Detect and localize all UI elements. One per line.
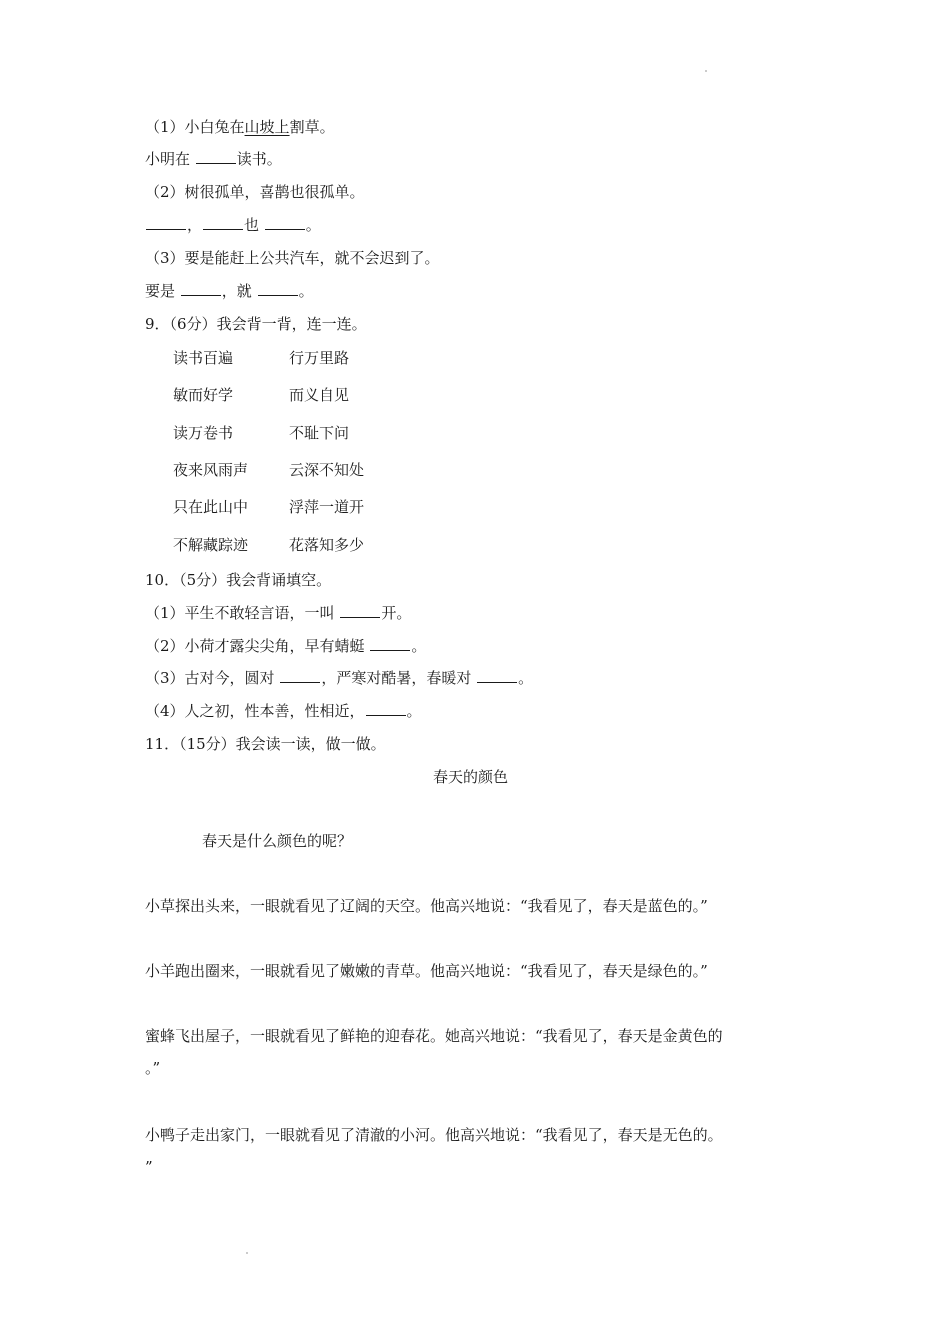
q8-a2-text-b: 也	[244, 216, 264, 234]
q10-title: 10．（5分）我会背诵填空。	[145, 571, 332, 589]
fill-blank[interactable]	[370, 636, 410, 651]
passage-paragraph-5-line-2: ”	[145, 1158, 153, 1176]
q10-l1-text-b: 开。	[381, 604, 412, 622]
q10-l1-text-a: （1）平生不敢轻言语，一叫	[145, 604, 340, 622]
fill-blank[interactable]	[477, 668, 517, 683]
q10-l3-text-c: 。	[518, 669, 534, 687]
q10-line-3	[145, 668, 533, 688]
q10-l3-text-a: （3）古对今，圆对	[145, 669, 280, 687]
q10-l3-text-b: ，严寒对酷暑，春暖对	[321, 669, 477, 687]
q10-line-1	[145, 603, 411, 623]
fill-blank[interactable]	[280, 668, 320, 683]
q8-sentence-3: （3）要是能赶上公共汽车，就不会迟到了。	[145, 249, 440, 267]
fill-blank[interactable]	[366, 701, 406, 716]
q8-s1-text-a: （1）小白兔在	[145, 118, 245, 136]
q10-l4-text-a: （4）人之初，性本善，性相近，	[145, 702, 365, 720]
q9-left-item[interactable]: 读书百遍	[173, 349, 234, 367]
q8-sentence-1	[145, 117, 335, 137]
q9-right-item[interactable]: 行万里路	[289, 349, 350, 367]
q8-a3-text-b: ，就	[221, 282, 257, 300]
q8-a2-text-c: 。	[305, 216, 321, 234]
q8-a2-text-a: ，	[187, 216, 203, 234]
passage-paragraph-5-line-1: 小鸭子走出家门，一眼就看见了清澈的小河。他高兴地说：“我看见了，春天是无色的。	[145, 1126, 723, 1144]
q8-a3-text-a: 要是	[145, 282, 180, 300]
q9-title: 9．（6分）我会背一背，连一连。	[145, 315, 367, 333]
q9-right-item[interactable]: 花落知多少	[289, 536, 365, 554]
passage-paragraph-2: 小草探出头来，一眼就看见了辽阔的天空。他高兴地说：“我看见了，春天是蓝色的。”	[145, 897, 708, 915]
q9-left-item[interactable]: 读万卷书	[173, 424, 234, 442]
q10-l2-text-b: 。	[411, 637, 427, 655]
q8-sentence-2: （2）树很孤单，喜鹊也很孤单。	[145, 183, 365, 201]
scan-dot-bottom	[246, 1252, 248, 1254]
q10-l4-text-b: 。	[406, 702, 422, 720]
q8-answer-3	[145, 281, 314, 301]
passage-paragraph-4-line-2: 。”	[145, 1059, 161, 1077]
passage-paragraph-4-line-1: 蜜蜂飞出屋子，一眼就看见了鲜艳的迎春花。她高兴地说：“我看见了，春天是金黄色的	[145, 1027, 723, 1045]
fill-blank[interactable]	[181, 281, 221, 296]
q9-left-item[interactable]: 夜来风雨声	[173, 461, 249, 479]
passage-paragraph-3: 小羊跑出圈来，一眼就看见了嫩嫩的青草。他高兴地说：“我看见了，春天是绿色的。”	[145, 962, 708, 980]
q10-line-2	[145, 636, 426, 656]
q8-answer-1	[145, 149, 282, 169]
q9-right-item[interactable]: 不耻下问	[289, 424, 350, 442]
q9-left-item[interactable]: 只在此山中	[173, 498, 249, 516]
q9-left-item[interactable]: 敏而好学	[173, 386, 234, 404]
scan-dot-top	[705, 70, 707, 72]
fill-blank[interactable]	[146, 215, 186, 230]
q11-title: 11．（15分）我会读一读，做一做。	[145, 735, 386, 753]
q9-right-item[interactable]: 浮萍一道开	[289, 498, 365, 516]
q9-right-item[interactable]: 而义自见	[289, 386, 350, 404]
q9-left-item[interactable]: 不解藏踪迹	[173, 536, 249, 554]
fill-blank[interactable]	[258, 281, 298, 296]
q10-line-4	[145, 701, 422, 721]
q10-l2-text-a: （2）小荷才露尖尖角，早有蜻蜓	[145, 637, 370, 655]
q8-s1-underlined: 山坡上	[244, 118, 290, 136]
q8-a3-text-c: 。	[298, 282, 314, 300]
fill-blank[interactable]	[203, 215, 243, 230]
q8-s1-text-b: 割草。	[289, 118, 335, 136]
q8-a1-text-a: 小明在	[145, 150, 195, 168]
q9-right-item[interactable]: 云深不知处	[289, 461, 365, 479]
fill-blank[interactable]	[340, 603, 380, 618]
fill-blank[interactable]	[265, 215, 305, 230]
q8-answer-2	[145, 215, 321, 235]
passage-title: 春天的颜色	[433, 768, 509, 786]
fill-blank[interactable]	[196, 149, 236, 164]
q8-a1-text-b: 读书。	[236, 150, 282, 168]
passage-paragraph-1: 春天是什么颜色的呢？	[202, 832, 353, 850]
